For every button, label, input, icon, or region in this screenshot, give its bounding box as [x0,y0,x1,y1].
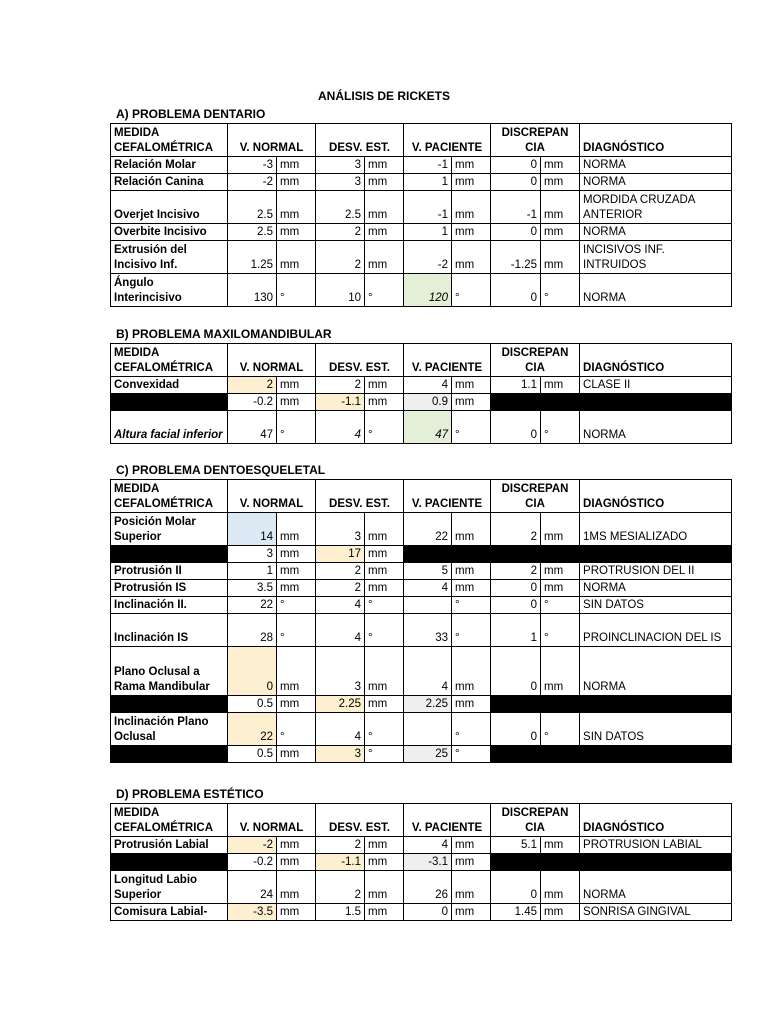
desv-est-unit: mm [365,904,404,921]
row-label: Comisura Labial- [111,904,228,921]
diagnostico-value: MORDIDA CRUZADA ANTERIOR [580,191,732,224]
table-row [111,597,732,614]
row-label: Protrusión II [111,563,228,580]
diagnostico-value: CLASE II [580,377,732,394]
desv-est-unit: mm [365,647,404,696]
header-v-paciente: V. PACIENTE [404,804,491,837]
row-label: Longitud Labio Superior [111,871,228,904]
v-paciente-value: 47 [404,411,452,444]
discrepancia-value: 0 [491,580,541,597]
table-row [111,854,732,871]
v-normal-value: -2 [228,837,277,854]
v-paciente-unit: ° [452,597,491,614]
v-normal-unit: mm [277,174,316,191]
v-normal-unit: mm [277,546,316,563]
v-paciente-unit: mm [452,191,491,224]
row-label: Inclinación Plano Oclusal [111,713,228,746]
discrepancia-value: 0 [491,871,541,904]
v-normal-value: 22 [228,713,277,746]
v-paciente-unit: mm [452,563,491,580]
diagnostico-value: NORMA [580,580,732,597]
v-normal-value: 130 [228,274,277,307]
desv-est-value: 2 [316,241,365,274]
desv-est-value: -1.1 [316,854,365,871]
v-normal-value: 22 [228,597,277,614]
v-paciente-unit: ° [452,614,491,647]
v-normal-value: 0.5 [228,746,277,763]
desv-est-value: 3 [316,746,365,763]
table-row [111,904,732,921]
row-label: Extrusión del Incisivo Inf. [111,241,228,274]
discrepancia-unit: mm [541,241,580,274]
v-normal-value: -3.5 [228,904,277,921]
blank-cell [491,746,732,763]
table-row [111,191,732,224]
header-v-paciente: V. PACIENTE [404,344,491,377]
header-medida: MEDIDA CEFALOMÉTRICA [111,804,228,837]
desv-est-value: 10 [316,274,365,307]
v-paciente-value: 26 [404,871,452,904]
v-normal-value: 0.5 [228,696,277,713]
v-paciente-unit: ° [452,274,491,307]
v-paciente-unit: mm [452,157,491,174]
table-row [111,871,732,904]
v-paciente-value: 1 [404,224,452,241]
v-paciente-value [404,597,452,614]
v-normal-value: 2.5 [228,224,277,241]
v-normal-unit: mm [277,904,316,921]
discrepancia-value: 0 [491,411,541,444]
diagnostico-value: NORMA [580,871,732,904]
blank-cell [111,854,228,871]
table-header-row [111,480,732,513]
desv-est-value: 2 [316,871,365,904]
discrepancia-unit: mm [541,191,580,224]
discrepancia-value: 0 [491,174,541,191]
header-diagnostico: DIAGNÓSTICO [580,124,732,157]
desv-est-value: 2.5 [316,191,365,224]
row-label: Protrusión IS [111,580,228,597]
diagnostico-value: NORMA [580,411,732,444]
header-desv-est: DESV. EST. [316,344,404,377]
desv-est-value: 2 [316,224,365,241]
desv-est-unit: mm [365,241,404,274]
row-label: Plano Oclusal a Rama Mandibular [111,647,228,696]
v-paciente-unit: ° [452,746,491,763]
v-paciente-value: 4 [404,580,452,597]
document-title: ANÁLISIS DE RICKETS [317,89,450,103]
v-paciente-unit: ° [452,713,491,746]
v-paciente-value: -2 [404,241,452,274]
discrepancia-unit: mm [541,513,580,546]
v-paciente-value: 25 [404,746,452,763]
diagnostico-value: NORMA [580,174,732,191]
v-normal-value: 0 [228,647,277,696]
v-normal-value: 47 [228,411,277,444]
v-normal-unit: ° [277,713,316,746]
discrepancia-unit: mm [541,647,580,696]
discrepancia-value: 0 [491,157,541,174]
discrepancia-unit: mm [541,174,580,191]
discrepancia-unit: ° [541,597,580,614]
v-normal-value: 2 [228,377,277,394]
v-normal-value: 2.5 [228,191,277,224]
v-normal-unit: ° [277,411,316,444]
desv-est-value: 3 [316,513,365,546]
discrepancia-value: -1 [491,191,541,224]
discrepancia-unit: ° [541,274,580,307]
v-paciente-value: 0.9 [404,394,452,411]
desv-est-value: 4 [316,614,365,647]
header-v-normal: V. NORMAL [228,124,316,157]
desv-est-unit: mm [365,546,404,563]
v-normal-value: 24 [228,871,277,904]
desv-est-unit: mm [365,394,404,411]
table-row [111,411,732,444]
table-row [111,580,732,597]
table-problema-dentoesqueletal [110,479,732,763]
discrepancia-value: 1.45 [491,904,541,921]
desv-est-unit: mm [365,696,404,713]
v-paciente-value: 4 [404,377,452,394]
v-normal-unit: mm [277,696,316,713]
desv-est-unit: ° [365,713,404,746]
desv-est-value: -1.1 [316,394,365,411]
v-paciente-unit: mm [452,513,491,546]
v-paciente-unit: mm [452,837,491,854]
v-paciente-unit: mm [452,224,491,241]
row-label: Posición Molar Superior [111,513,228,546]
v-paciente-value: 33 [404,614,452,647]
table-problema-estetico [110,803,732,921]
v-normal-unit: mm [277,377,316,394]
v-normal-value: -0.2 [228,854,277,871]
table-row [111,563,732,580]
desv-est-unit: mm [365,837,404,854]
blank-cell [404,546,732,563]
section-title-a: A) PROBLEMA DENTARIO [116,107,266,121]
desv-est-value: 3 [316,647,365,696]
v-paciente-value: -1 [404,157,452,174]
desv-est-value: 2.25 [316,696,365,713]
blank-cell [491,394,732,411]
discrepancia-value: 2 [491,563,541,580]
header-v-paciente: V. PACIENTE [404,480,491,513]
section-title-d: D) PROBLEMA ESTÉTICO [116,787,264,801]
discrepancia-unit: ° [541,713,580,746]
desv-est-value: 17 [316,546,365,563]
v-normal-value: 3 [228,546,277,563]
v-normal-unit: mm [277,241,316,274]
table-header-row [111,804,732,837]
discrepancia-value: -1.25 [491,241,541,274]
v-paciente-value: 1 [404,174,452,191]
header-v-normal: V. NORMAL [228,804,316,837]
row-label: Altura facial inferior [111,411,228,444]
blank-cell [491,854,732,871]
v-paciente-value: -1 [404,191,452,224]
v-paciente-value: 4 [404,837,452,854]
discrepancia-unit: mm [541,224,580,241]
blank-cell [111,394,228,411]
discrepancia-value: 2 [491,513,541,546]
desv-est-value: 3 [316,174,365,191]
desv-est-unit: mm [365,580,404,597]
header-desv-est: DESV. EST. [316,480,404,513]
row-label: Inclinación IS [111,614,228,647]
discrepancia-unit: mm [541,904,580,921]
header-v-normal: V. NORMAL [228,480,316,513]
desv-est-unit: ° [365,411,404,444]
discrepancia-unit: mm [541,837,580,854]
v-normal-unit: mm [277,191,316,224]
table-row [111,174,732,191]
v-normal-value: 3.5 [228,580,277,597]
v-normal-unit: mm [277,563,316,580]
table-row [111,696,732,713]
desv-est-unit: mm [365,871,404,904]
desv-est-value: 2 [316,837,365,854]
v-paciente-unit: mm [452,696,491,713]
desv-est-value: 4 [316,713,365,746]
v-paciente-value: 4 [404,647,452,696]
header-diagnostico: DIAGNÓSTICO [580,480,732,513]
header-v-normal: V. NORMAL [228,344,316,377]
table-row [111,394,732,411]
desv-est-unit: mm [365,513,404,546]
table-header-row [111,344,732,377]
discrepancia-value: 0 [491,274,541,307]
desv-est-unit: mm [365,174,404,191]
table-row [111,224,732,241]
v-paciente-unit: mm [452,241,491,274]
v-paciente-unit: mm [452,580,491,597]
diagnostico-value: NORMA [580,224,732,241]
row-label: Relación Molar [111,157,228,174]
table-row [111,837,732,854]
table-row [111,647,732,696]
v-paciente-unit: mm [452,394,491,411]
row-label: Ángulo Interincisivo [111,274,228,307]
discrepancia-unit: ° [541,411,580,444]
discrepancia-value: 1 [491,614,541,647]
header-discrepancia: DISCREPAN CIA [491,344,580,377]
blank-cell [111,746,228,763]
header-discrepancia: DISCREPAN CIA [491,804,580,837]
row-label: Protrusión Labial [111,837,228,854]
desv-est-unit: mm [365,377,404,394]
diagnostico-value: SIN DATOS [580,713,732,746]
desv-est-unit: ° [365,614,404,647]
desv-est-unit: mm [365,191,404,224]
v-paciente-unit: mm [452,377,491,394]
table-row [111,713,732,746]
v-normal-unit: mm [277,513,316,546]
desv-est-unit: mm [365,157,404,174]
v-paciente-value: 0 [404,904,452,921]
header-diagnostico: DIAGNÓSTICO [580,804,732,837]
v-normal-unit: ° [277,274,316,307]
table-row [111,241,732,274]
v-paciente-value [404,713,452,746]
desv-est-unit: ° [365,274,404,307]
desv-est-value: 4 [316,411,365,444]
v-paciente-unit: mm [452,854,491,871]
diagnostico-value: SONRISA GINGIVAL [580,904,732,921]
desv-est-value: 3 [316,157,365,174]
header-desv-est: DESV. EST. [316,804,404,837]
v-paciente-value: -3.1 [404,854,452,871]
discrepancia-value: 1.1 [491,377,541,394]
desv-est-value: 2 [316,377,365,394]
row-label: Convexidad [111,377,228,394]
v-normal-value: -3 [228,157,277,174]
v-normal-value: 28 [228,614,277,647]
diagnostico-value: NORMA [580,647,732,696]
table-row [111,614,732,647]
v-normal-unit: mm [277,647,316,696]
row-label: Overbite Incisivo [111,224,228,241]
v-paciente-unit: mm [452,904,491,921]
table-row [111,513,732,546]
table-row [111,157,732,174]
v-paciente-unit: ° [452,411,491,444]
v-normal-unit: mm [277,746,316,763]
diagnostico-value: SIN DATOS [580,597,732,614]
v-paciente-unit: mm [452,871,491,904]
table-row [111,746,732,763]
diagnostico-value: 1MS MESIALIZADO [580,513,732,546]
desv-est-unit: mm [365,854,404,871]
v-normal-unit: mm [277,837,316,854]
desv-est-unit: ° [365,746,404,763]
header-medida: MEDIDA CEFALOMÉTRICA [111,480,228,513]
v-normal-value: 1 [228,563,277,580]
table-problema-maxilomandibular [110,343,732,444]
desv-est-value: 1.5 [316,904,365,921]
v-normal-value: -2 [228,174,277,191]
table-problema-dentario [110,123,732,307]
discrepancia-value: 0 [491,647,541,696]
diagnostico-value: NORMA [580,157,732,174]
section-title-b: B) PROBLEMA MAXILOMANDIBULAR [116,327,332,341]
v-paciente-unit: mm [452,647,491,696]
header-discrepancia: DISCREPAN CIA [491,480,580,513]
desv-est-unit: ° [365,597,404,614]
v-normal-unit: mm [277,854,316,871]
v-normal-value: -0.2 [228,394,277,411]
v-normal-value: 1.25 [228,241,277,274]
discrepancia-unit: ° [541,614,580,647]
header-discrepancia: DISCREPAN CIA [491,124,580,157]
discrepancia-value: 5.1 [491,837,541,854]
header-medida: MEDIDA CEFALOMÉTRICA [111,344,228,377]
blank-cell [111,696,228,713]
v-normal-unit: mm [277,394,316,411]
v-normal-unit: ° [277,597,316,614]
table-row [111,377,732,394]
desv-est-value: 2 [316,563,365,580]
v-paciente-value: 5 [404,563,452,580]
discrepancia-value: 0 [491,713,541,746]
discrepancia-value: 0 [491,597,541,614]
discrepancia-unit: mm [541,580,580,597]
discrepancia-unit: mm [541,871,580,904]
blank-cell [491,696,732,713]
desv-est-unit: mm [365,563,404,580]
row-label: Overjet Incisivo [111,191,228,224]
v-normal-unit: mm [277,224,316,241]
v-normal-unit: mm [277,157,316,174]
v-paciente-unit: mm [452,174,491,191]
diagnostico-value: PROINCLINACION DEL IS [580,614,732,647]
table-header-row [111,124,732,157]
header-medida: MEDIDA CEFALOMÉTRICA [111,124,228,157]
row-label: Inclinación II. [111,597,228,614]
discrepancia-value: 0 [491,224,541,241]
v-paciente-value: 22 [404,513,452,546]
v-paciente-value: 120 [404,274,452,307]
v-normal-unit: ° [277,614,316,647]
section-title-c: C) PROBLEMA DENTOESQUELETAL [116,463,326,477]
desv-est-value: 2 [316,580,365,597]
desv-est-unit: mm [365,224,404,241]
table-row [111,274,732,307]
desv-est-value: 4 [316,597,365,614]
table-row [111,546,732,563]
v-paciente-value: 2.25 [404,696,452,713]
header-diagnostico: DIAGNÓSTICO [580,344,732,377]
diagnostico-value: PROTRUSION LABIAL [580,837,732,854]
blank-cell [111,546,228,563]
header-desv-est: DESV. EST. [316,124,404,157]
discrepancia-unit: mm [541,157,580,174]
v-normal-unit: mm [277,871,316,904]
diagnostico-value: INCISIVOS INF. INTRUIDOS [580,241,732,274]
diagnostico-value: NORMA [580,274,732,307]
v-normal-value: 14 [228,513,277,546]
diagnostico-value: PROTRUSION DEL II [580,563,732,580]
discrepancia-unit: mm [541,563,580,580]
header-v-paciente: V. PACIENTE [404,124,491,157]
row-label: Relación Canina [111,174,228,191]
v-normal-unit: mm [277,580,316,597]
discrepancia-unit: mm [541,377,580,394]
